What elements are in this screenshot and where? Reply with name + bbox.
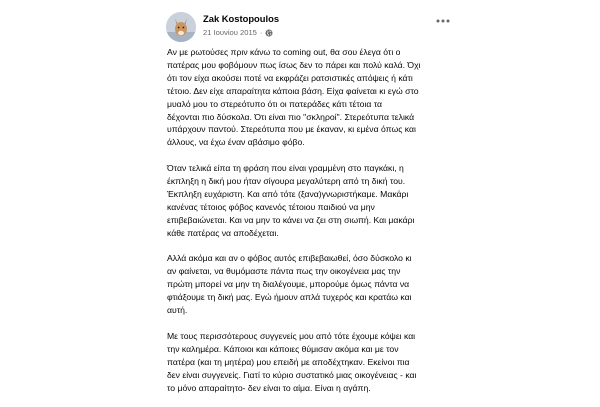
- post-text-line: δέχονται πιο δύσκολα. Ότι είναι πιο "σκληροί". Στερεότυπα τελικά: [167, 111, 415, 122]
- post-text-line: μυαλό μου το στερεότυπο ότι οι πατεράδες κάτι τέτοια τα: [167, 98, 383, 109]
- post-text-line: κανένας τέτοιος φόβος κανενός τέτοιου παιδιού να μην: [167, 201, 375, 212]
- post-meta: 21 Ιουνίου 2015 ·: [203, 28, 273, 37]
- post-text-line: κάθε πατέρας να αποδέχεται.: [167, 227, 279, 238]
- post-text-line: πατέρας μου φοβόμουν πως ίσως δεν το πάρει και πολύ καλά. Όχι: [167, 59, 421, 70]
- post-text-line: Αλλά ακόμα και αν ο φόβος αυτός επιβεβαιωθεί, όσο δύσκολο κι: [167, 253, 412, 264]
- post-text-line: Αν με ρωτούσες πριν κάνω το coming out, θα σου έλεγα ότι ο: [167, 47, 401, 57]
- post-options-button[interactable]: [432, 14, 454, 28]
- post-text-line: Με τους περισσότερους συγγενείς μου από τότε έχουμε κόψει και: [167, 330, 416, 341]
- post-date[interactable]: 21 Ιουνίου 2015: [203, 28, 257, 37]
- post-text-line: δεν είναι συγγενείς. Γιατί το κύριο συστατικό μιας οικογένειας - και: [167, 369, 417, 380]
- post-paragraph: [167, 162, 456, 239]
- globe-icon: [265, 29, 273, 37]
- author-name[interactable]: Zak Kostopoulos: [203, 13, 280, 24]
- post-text-line: φτιάξουμε τη δική μας. Εγώ ήμουν απλά τυχερός και κρατάω και: [167, 292, 412, 303]
- post-paragraph: [167, 252, 456, 317]
- post-text-line: Όταν τελικά είπα τη φράση που είναι γραμμένη στο παγκάκι, η: [167, 163, 404, 174]
- post-text-line: ότι τον είχα ακούσει ποτέ να εκφράζει ρατσιστικές απόψεις ή κάτι: [167, 72, 413, 83]
- facebook-post: [150, 0, 460, 400]
- post-text-line: έκπληξη η δική μου ήταν σίγουρα μεγαλύτερη από τη δική του.: [167, 176, 406, 187]
- post-text-line: το μόνο απαραίτητο- δεν είναι το αίμα. Είναι η αγάπη.: [167, 382, 371, 393]
- more-dots-icon: [436, 19, 450, 23]
- post-text-line: αυτή.: [167, 305, 188, 316]
- post-text-line: Έκπληξη ευχάριστη. Και από τότε (ξανα)γνωριστήκαμε. Μακάρι: [167, 188, 409, 199]
- avatar-photo-icon: [166, 12, 196, 42]
- post-text-line: την καλημέρα. Κάποιοι και κάποιες θύμισαν ακόμα και με τον: [167, 343, 399, 354]
- post-text-line: υπάρχουν παντού. Στερεότυπα που με έκαναν, κι εμένα όπως και: [167, 124, 416, 135]
- post-text-line: άλλους, να έχω έναν αβάσιμο φόβο.: [167, 137, 305, 148]
- post-text-line: πρώτη μπορεί να μην τη διαλέγουμε, μπορούμε όμως πάντα να: [167, 279, 410, 290]
- post-paragraph: [167, 330, 456, 395]
- author-avatar[interactable]: [166, 12, 196, 42]
- post-header: [166, 12, 456, 44]
- post-text: [167, 46, 456, 407]
- post-text-line: τέτοιο. Δεν είχε απαραίτητα κάποια βάση. Είχα φαίνεται κι εγώ στο: [167, 85, 419, 96]
- post-text-line: πατέρα (και τη μητέρα) μου επειδή με αποδέχτηκαν. Εκείνοι πια: [167, 356, 410, 367]
- post-text-line: επιβεβαιώνεται. Και να μην το κάνει να ζει στη σιωπή. Και μακάρι: [167, 214, 415, 225]
- post-paragraph: [167, 46, 456, 149]
- post-text-line: αν φαίνεται, να θυμόμαστε πάντα πως την οικογένεια μας την: [167, 266, 401, 277]
